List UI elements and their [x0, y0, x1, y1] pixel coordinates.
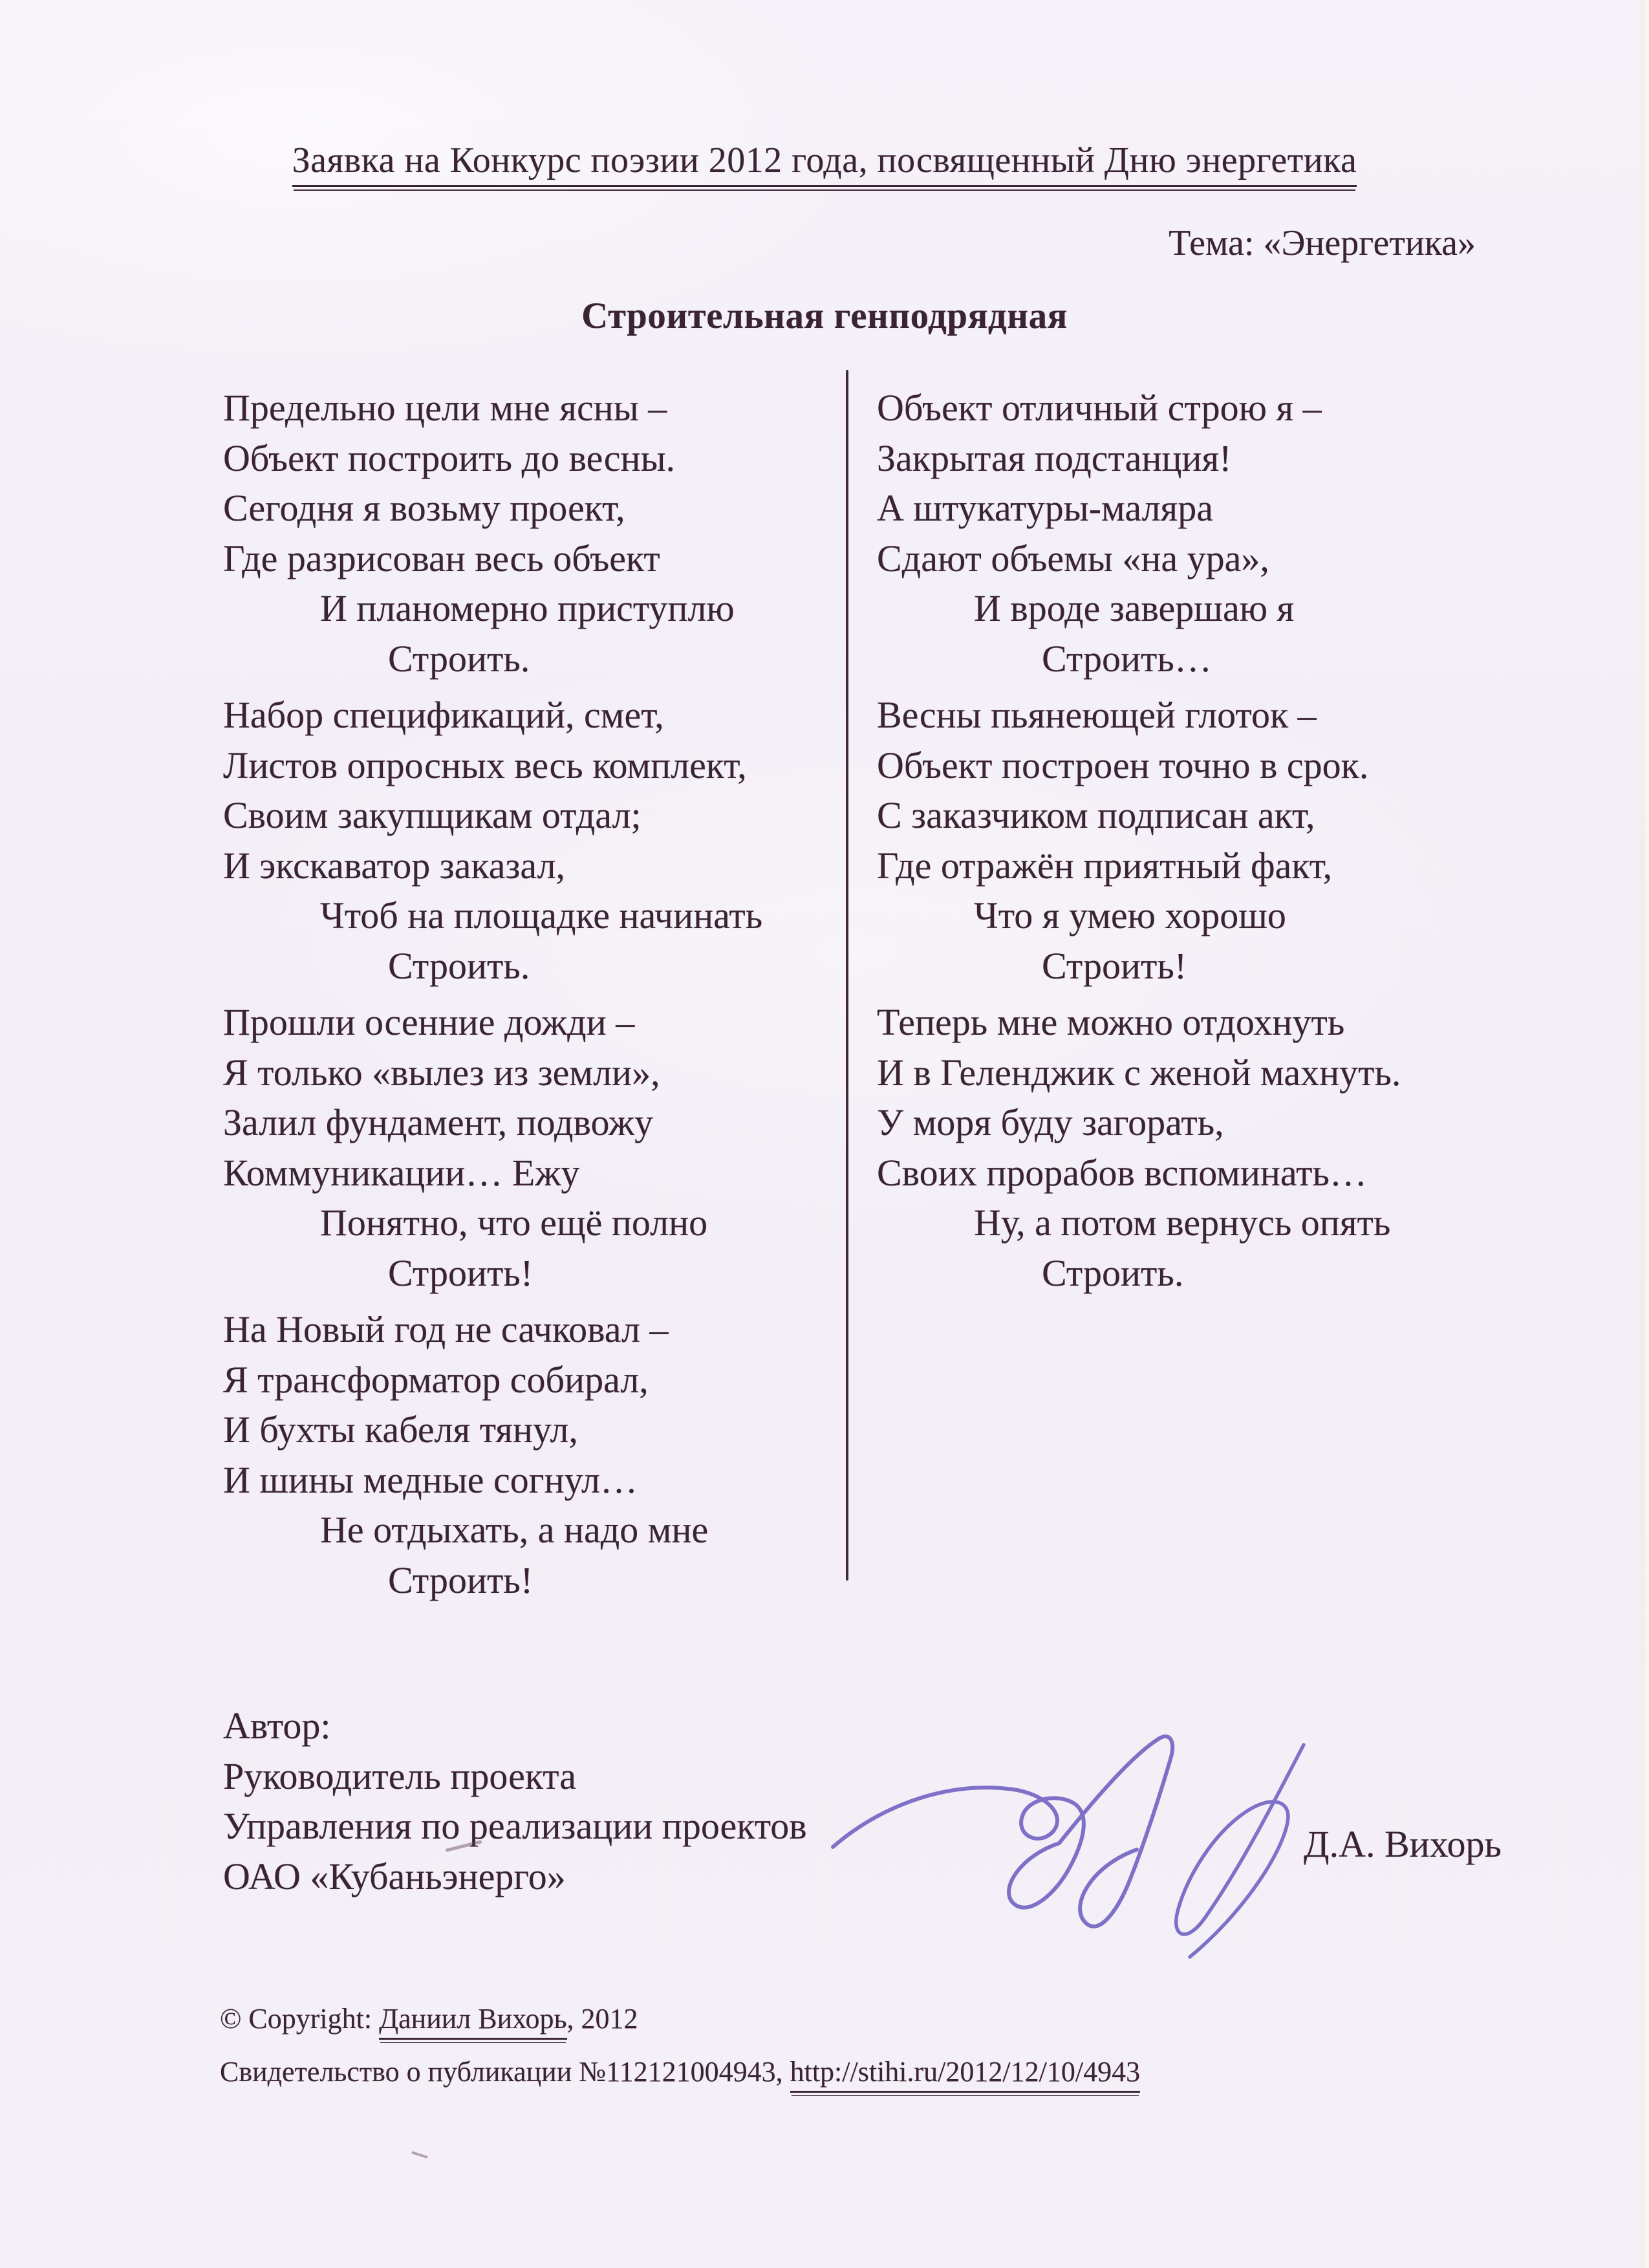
poem-line: Предельно цели мне ясны –: [223, 387, 667, 429]
poem-column-right: [877, 383, 1498, 1304]
poem-line: И в Геленджик с женой махнуть.: [877, 1051, 1401, 1094]
stanza: [877, 997, 1498, 1298]
poem-line: Строить.: [1042, 1251, 1184, 1294]
poem-line: Строить!: [388, 1251, 534, 1294]
author-block: [223, 1701, 807, 1901]
poem-line: Залил фундамент, подвожу: [223, 1101, 654, 1143]
poem-line: Я только «вылез из земли»,: [223, 1051, 660, 1094]
poem-column-left: [223, 383, 844, 1612]
copyright-prefix: © Copyright:: [220, 2003, 380, 2035]
poem-line: Строить!: [1042, 944, 1187, 987]
poem-line: Листов опросных весь комплект,: [223, 744, 747, 786]
document-title-text: Заявка на Конкурс поэзии 2012 года, посвященный Дню энергетика: [292, 140, 1357, 187]
poem-line: Прошли осенние дожди –: [223, 1001, 635, 1043]
poem-line: Набор спецификаций, смет,: [223, 694, 664, 736]
stanza: [223, 690, 844, 991]
poem-line: Строить!: [388, 1559, 534, 1601]
poem-line: Объект построить до весны.: [223, 437, 676, 479]
poem-title: Строительная генподрядная: [581, 296, 1068, 336]
signature-ink: [826, 1732, 1344, 1972]
theme-line: Тема: «Энергетика»: [1169, 223, 1476, 263]
copyright-line: [220, 2002, 638, 2040]
author-line: Автор:: [223, 1705, 331, 1747]
poem-line: Своим закупщикам отдал;: [223, 794, 641, 836]
poem-line: Где отражён приятный факт,: [877, 844, 1333, 887]
poem-line: Закрытая подстанция!: [877, 437, 1232, 479]
scan-speck: [411, 2151, 428, 2159]
stanza: [223, 997, 844, 1298]
scan-edge: [1641, 0, 1649, 2268]
poem-line: Сдают объемы «на ура»,: [877, 537, 1269, 579]
poem-line: Теперь мне можно отдохнуть: [877, 1001, 1345, 1043]
stanza: [223, 383, 844, 684]
poem-line: И вроде завершаю я: [974, 587, 1295, 629]
document-title: [0, 140, 1649, 187]
poem-line: Весны пьянеющей глоток –: [877, 694, 1317, 736]
poem-line: Своих прорабов вспоминать…: [877, 1151, 1367, 1194]
certificate-line: [220, 2055, 1140, 2093]
poem-line: Объект построен точно в срок.: [877, 744, 1369, 786]
poem-line: Что я умею хорошо: [974, 894, 1286, 936]
author-line: ОАО «Кубаньэнерго»: [223, 1855, 566, 1897]
poem-line: Понятно, что ещё полно: [320, 1202, 708, 1244]
stanza: [223, 1304, 844, 1605]
copyright-suffix: , 2012: [566, 2003, 638, 2035]
poem-line: А штукатуры-маляра: [877, 487, 1213, 529]
poem-line: У моря буду загорать,: [877, 1101, 1224, 1143]
author-line: Управления по реализации проектов: [223, 1805, 807, 1847]
poem-line: И планомерно приступлю: [320, 587, 735, 629]
poem-line: Строить…: [1042, 637, 1212, 680]
poem-line: Коммуникации… Ежу: [223, 1151, 580, 1194]
poem-line: И экскаватор заказал,: [223, 844, 566, 887]
poem-line: И шины медные согнул…: [223, 1458, 638, 1501]
author-link[interactable]: Даниил Вихорь: [379, 2002, 566, 2040]
poem-line: Не отдыхать, а надо мне: [320, 1509, 709, 1551]
column-divider: [846, 370, 848, 1581]
poem-line: Сегодня я возьму проект,: [223, 487, 625, 529]
author-line: Руководитель проекта: [223, 1755, 577, 1797]
poem-line: Чтоб на площадке начинать: [320, 894, 763, 936]
signature-name: Д.А. Вихорь: [1304, 1823, 1502, 1865]
poem-line: Строить.: [388, 944, 530, 987]
poem-line: Ну, а потом вернусь опять: [974, 1202, 1391, 1244]
poem-line: На Новый год не сачковал –: [223, 1308, 669, 1350]
stanza: [877, 690, 1498, 991]
poem-line: Объект отличный строю я –: [877, 387, 1322, 429]
certificate-prefix: Свидетельство о публикации №112121004943,: [220, 2056, 790, 2088]
poem-line: С заказчиком подписан акт,: [877, 794, 1315, 836]
stanza: [877, 383, 1498, 684]
certificate-link[interactable]: http://stihi.ru/2012/12/10/4943: [790, 2055, 1140, 2093]
poem-line: И бухты кабеля тянул,: [223, 1409, 578, 1451]
poem-line: Где разрисован весь объект: [223, 537, 660, 579]
poem-line: Строить.: [388, 637, 530, 680]
poem-line: Я трансформатор собирал,: [223, 1358, 649, 1401]
